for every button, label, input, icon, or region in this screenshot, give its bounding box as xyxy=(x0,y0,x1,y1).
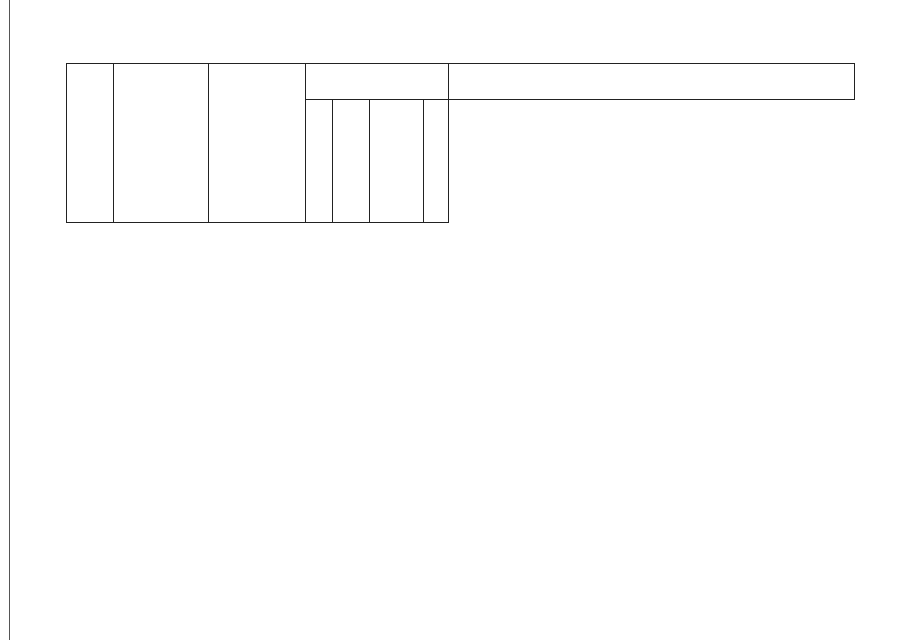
header-grbs xyxy=(306,100,333,223)
header-responsible xyxy=(209,64,306,223)
budget-table xyxy=(66,63,855,223)
page-edge-line xyxy=(9,0,10,640)
header-budget-code xyxy=(306,64,449,100)
header-csr xyxy=(370,100,424,223)
header-name xyxy=(114,64,209,223)
header-rzpr xyxy=(333,100,370,223)
header-vr xyxy=(424,100,449,223)
header-status xyxy=(67,64,114,223)
header-expenses xyxy=(449,64,855,100)
